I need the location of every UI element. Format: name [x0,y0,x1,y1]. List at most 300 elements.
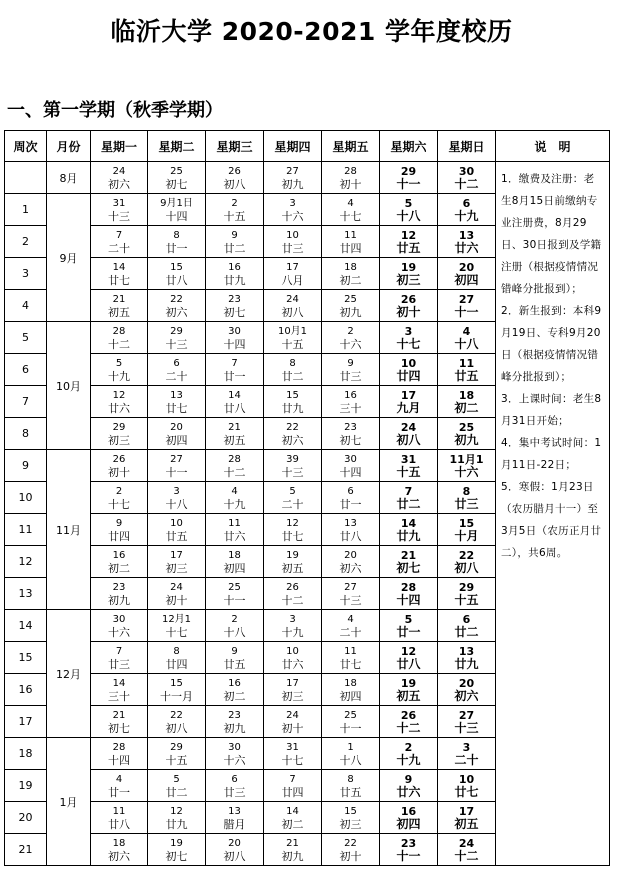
lunar-date: 十三 [339,593,362,607]
date-number: 3 [462,740,471,754]
weekend-cell [380,514,438,546]
date-number: 4 [462,324,471,338]
week-number: 3 [5,258,47,290]
weekend-cell [438,290,496,322]
date-number: 29 [112,421,126,433]
date-number: 7 [115,645,123,657]
lunar-date: 十九 [281,625,304,639]
lunar-date: 十八 [165,497,188,511]
date-number: 30 [458,164,475,178]
lunar-date: 初八 [454,560,479,575]
week-number: 17 [5,706,47,738]
lunar-date: 初四 [454,272,479,287]
day-cell [148,642,206,674]
day-cell [322,354,380,386]
lunar-date: 初四 [223,561,246,575]
day-cell [264,770,322,802]
week-number: 4 [5,290,47,322]
lunar-date: 初十 [165,593,188,607]
lunar-date: 廿五 [339,785,362,799]
date-number: 26 [286,581,299,593]
date-number: 4 [115,773,123,785]
date-number: 22 [170,293,183,305]
date-number: 6 [231,773,238,785]
day-cell [91,642,148,674]
lunar-date: 廿一 [339,497,362,511]
lunar-date: 廿四 [108,529,130,543]
week-number: 7 [5,386,47,418]
weekend-cell [438,226,496,258]
day-cell [206,450,264,482]
day-cell [264,386,322,418]
month-label: 1月 [47,738,91,866]
lunar-date: 初五 [281,561,304,575]
lunar-date: 十六 [454,464,479,479]
week-number: 19 [5,770,47,802]
lunar-date: 廿六 [223,529,246,543]
day-cell [148,418,206,450]
note-item: 5．寒假：1月23日（农历腊月十一）至3月5日（农历正月廿二），共6周。 [501,481,602,559]
date-number: 31 [112,197,126,209]
weekend-cell [380,418,438,450]
date-number: 15 [344,805,357,817]
date-number: 11 [112,805,126,817]
day-cell [322,258,380,290]
day-cell [91,770,148,802]
day-cell [91,738,148,770]
weekend-cell [438,674,496,706]
lunar-date: 初七 [396,560,421,575]
date-number: 15 [286,389,299,401]
lunar-date: 初三 [108,433,130,447]
date-number: 14 [400,516,417,530]
date-number: 19 [170,837,183,849]
lunar-date: 初三 [396,272,421,287]
lunar-date: 初九 [281,849,304,863]
date-number: 16 [228,677,241,689]
weekend-cell [380,834,438,866]
weekend-cell [380,802,438,834]
weekend-cell [438,770,496,802]
column-header: 星期四 [264,131,322,162]
lunar-date: 廿一 [165,241,188,255]
date-number: 10月1 [277,325,308,337]
date-number: 6 [462,612,471,626]
day-cell [91,706,148,738]
section-heading: 一、第一学期（秋季学期） [7,100,223,121]
day-cell [206,194,264,226]
lunar-date: 十二 [108,337,130,351]
weekend-cell [438,194,496,226]
day-cell [206,226,264,258]
week-number: 6 [5,354,47,386]
date-number: 4 [347,197,354,209]
lunar-date: 廿三 [223,785,246,799]
lunar-date: 二十 [165,369,188,383]
lunar-date: 初六 [281,433,304,447]
lunar-date: 初九 [223,721,246,735]
notes-panel [496,162,610,866]
lunar-date: 初四 [396,816,421,831]
lunar-date: 初七 [165,849,188,863]
day-cell [206,770,264,802]
date-number: 12月1 [161,613,192,625]
weekend-cell [380,482,438,514]
lunar-date: 初四 [165,433,188,447]
lunar-date: 廿七 [281,529,304,543]
day-cell [148,226,206,258]
date-number: 17 [170,549,183,561]
day-cell [322,226,380,258]
lunar-date: 八月 [281,273,304,287]
day-cell [148,802,206,834]
day-cell [91,482,148,514]
weekend-cell [380,450,438,482]
day-cell [148,546,206,578]
day-cell [91,578,148,610]
day-cell [148,322,206,354]
day-cell [322,642,380,674]
lunar-date: 初六 [165,305,188,319]
lunar-date: 初六 [108,849,130,863]
lunar-date: 初八 [223,849,246,863]
date-number: 8 [289,357,296,369]
date-number: 24 [170,581,183,593]
lunar-date: 廿九 [396,528,421,543]
lunar-date: 初三 [339,817,362,831]
lunar-date: 廿八 [108,817,130,831]
date-number: 31 [400,452,417,466]
day-cell [264,706,322,738]
date-number: 11 [344,229,357,241]
date-number: 9 [115,517,123,529]
date-number: 12 [400,228,417,242]
day-cell [148,834,206,866]
date-number: 15 [458,516,475,530]
date-number: 10 [286,229,299,241]
month-label: 12月 [47,610,91,738]
month-label: 9月 [47,194,91,322]
lunar-date: 初六 [339,561,362,575]
day-cell [206,834,264,866]
date-number: 8 [462,484,471,498]
lunar-date: 廿四 [396,368,421,383]
column-header: 星期日 [438,131,496,162]
lunar-date: 初六 [108,177,130,191]
day-cell [91,322,148,354]
date-number: 24 [400,420,417,434]
lunar-date: 十一 [223,593,246,607]
weekend-cell [438,642,496,674]
lunar-date: 十一 [454,304,479,319]
date-number: 6 [173,357,180,369]
day-cell [322,546,380,578]
date-number: 21 [286,837,299,849]
day-cell [264,322,322,354]
weekend-cell [380,738,438,770]
day-cell [91,514,148,546]
date-number: 2 [115,485,123,497]
lunar-date: 十三 [108,209,130,223]
lunar-date: 十五 [454,592,479,607]
date-number: 12 [400,644,417,658]
lunar-date: 廿四 [339,241,362,255]
day-cell [322,418,380,450]
lunar-date: 廿二 [396,496,421,511]
date-number: 2 [347,325,354,337]
lunar-date: 十一月 [160,689,193,703]
lunar-date: 廿五 [454,368,479,383]
day-cell [91,194,148,226]
lunar-date: 十八 [454,336,479,351]
date-number: 11 [228,517,241,529]
date-number: 19 [400,676,417,690]
date-number: 22 [458,548,475,562]
weekend-cell [380,674,438,706]
lunar-date: 十二 [454,176,479,191]
date-number: 16 [400,804,417,818]
day-cell [264,546,322,578]
week-number: 5 [5,322,47,354]
column-header: 周次 [5,131,47,162]
date-number: 14 [112,677,126,689]
date-number: 2 [404,740,413,754]
date-number: 26 [400,292,417,306]
date-number: 20 [170,421,183,433]
week-number: 15 [5,642,47,674]
date-number: 22 [170,709,183,721]
date-number: 19 [400,260,417,274]
day-cell [206,738,264,770]
lunar-date: 廿一 [396,624,421,639]
weekend-cell [380,546,438,578]
weekend-cell [438,578,496,610]
weekend-cell [438,802,496,834]
date-number: 24 [286,709,299,721]
day-cell [322,802,380,834]
date-number: 17 [286,261,299,273]
date-number: 18 [344,261,357,273]
lunar-date: 初二 [454,400,479,415]
day-cell [264,514,322,546]
day-cell [322,290,380,322]
day-cell [264,578,322,610]
lunar-date: 十五 [281,337,304,351]
day-cell [322,578,380,610]
day-cell [264,738,322,770]
week-number: 20 [5,802,47,834]
lunar-date: 十六 [339,337,362,351]
week-number: 9 [5,450,47,482]
date-number: 10 [458,772,475,786]
date-number: 17 [286,677,299,689]
day-cell [206,354,264,386]
lunar-date: 廿六 [396,784,421,799]
lunar-date: 十七 [281,753,304,767]
date-number: 7 [289,773,296,785]
date-number: 30 [344,453,357,465]
lunar-date: 初五 [108,305,130,319]
date-number: 5 [404,612,413,626]
lunar-date: 初七 [108,721,130,735]
date-number: 14 [112,261,126,273]
date-number: 10 [286,645,299,657]
date-number: 31 [286,741,299,753]
date-number: 11 [344,645,357,657]
date-number: 4 [347,613,354,625]
weekend-cell [438,610,496,642]
date-number: 16 [344,389,357,401]
lunar-date: 初二 [108,561,130,575]
day-cell [206,290,264,322]
lunar-date: 廿七 [339,657,362,671]
lunar-date: 十九 [223,497,246,511]
weekend-cell [380,770,438,802]
day-cell [264,418,322,450]
date-number: 26 [228,165,241,177]
lunar-date: 十三 [165,337,188,351]
week-number: 10 [5,482,47,514]
lunar-date: 廿八 [339,529,362,543]
lunar-date: 十四 [339,465,362,479]
lunar-date: 十四 [223,337,246,351]
weekend-cell [438,514,496,546]
column-header: 说 明 [496,131,610,162]
weekend-cell [380,194,438,226]
week-number: 1 [5,194,47,226]
day-cell [91,226,148,258]
column-header: 星期一 [91,131,148,162]
lunar-date: 廿八 [223,401,246,415]
week-number: 11 [5,514,47,546]
day-cell [206,706,264,738]
date-number: 27 [286,165,299,177]
lunar-date: 十一 [396,176,421,191]
lunar-date: 初四 [339,689,362,703]
date-number: 28 [344,165,357,177]
day-cell [322,386,380,418]
lunar-date: 十七 [165,625,188,639]
day-cell [206,322,264,354]
day-cell [148,706,206,738]
date-number: 17 [458,804,475,818]
day-cell [91,386,148,418]
date-number: 13 [228,805,241,817]
date-number: 14 [286,805,299,817]
date-number: 12 [286,517,299,529]
date-number: 39 [286,453,299,465]
lunar-date: 十七 [339,209,362,223]
date-number: 21 [112,709,126,721]
lunar-date: 十二 [396,720,421,735]
lunar-date: 十一 [165,465,188,479]
week-number: 14 [5,610,47,642]
lunar-date: 初七 [223,305,246,319]
lunar-date: 腊月 [223,817,246,831]
date-number: 29 [170,325,183,337]
lunar-date: 十七 [108,497,130,511]
date-number: 11月1 [449,452,484,466]
lunar-date: 初七 [165,177,188,191]
weekend-cell [438,546,496,578]
day-cell [91,354,148,386]
lunar-date: 三十 [108,689,130,703]
date-number: 19 [286,549,299,561]
week-row [5,162,610,194]
lunar-date: 十五 [396,464,421,479]
date-number: 3 [289,613,296,625]
date-number: 1 [347,741,354,753]
lunar-date: 二十 [339,625,362,639]
weekend-cell [380,354,438,386]
date-number: 3 [289,197,296,209]
lunar-date: 初五 [396,688,421,703]
note-item: 2．新生报到：本科9月19日、专科9月20日（根据疫情情况错峰分批报到）； [501,305,602,383]
date-number: 3 [404,324,413,338]
day-cell [148,610,206,642]
lunar-date: 廿四 [281,785,304,799]
date-number: 22 [286,421,299,433]
date-number: 13 [170,389,183,401]
day-cell [91,610,148,642]
day-cell [206,642,264,674]
column-header: 星期六 [380,131,438,162]
day-cell [148,482,206,514]
date-number: 24 [286,293,299,305]
date-number: 12 [170,805,183,817]
lunar-date: 二十 [108,241,130,255]
lunar-date: 初八 [165,721,188,735]
day-cell [91,674,148,706]
lunar-date: 廿一 [223,369,246,383]
date-number: 13 [344,517,357,529]
lunar-date: 初八 [223,177,246,191]
date-number: 15 [170,261,183,273]
day-cell [91,290,148,322]
date-number: 23 [228,293,241,305]
lunar-date: 十八 [396,208,421,223]
lunar-date: 廿六 [454,240,479,255]
date-number: 8 [173,645,180,657]
date-number: 20 [344,549,357,561]
date-number: 23 [112,581,126,593]
day-cell [148,514,206,546]
lunar-date: 十九 [108,369,130,383]
day-cell [206,482,264,514]
weekend-cell [438,834,496,866]
date-number: 29 [400,164,417,178]
weekend-cell [438,482,496,514]
lunar-date: 廿六 [281,657,304,671]
lunar-date: 廿五 [223,657,246,671]
date-number: 28 [112,325,126,337]
lunar-date: 廿二 [223,241,246,255]
weekend-cell [438,258,496,290]
weekend-cell [380,386,438,418]
day-cell [148,386,206,418]
day-cell [91,802,148,834]
date-number: 26 [400,708,417,722]
date-number: 9 [347,357,354,369]
weekend-cell [380,162,438,194]
day-cell [91,834,148,866]
lunar-date: 廿七 [454,784,479,799]
date-number: 5 [289,485,296,497]
day-cell [206,546,264,578]
day-cell [148,450,206,482]
day-cell [148,354,206,386]
week-number: 16 [5,674,47,706]
